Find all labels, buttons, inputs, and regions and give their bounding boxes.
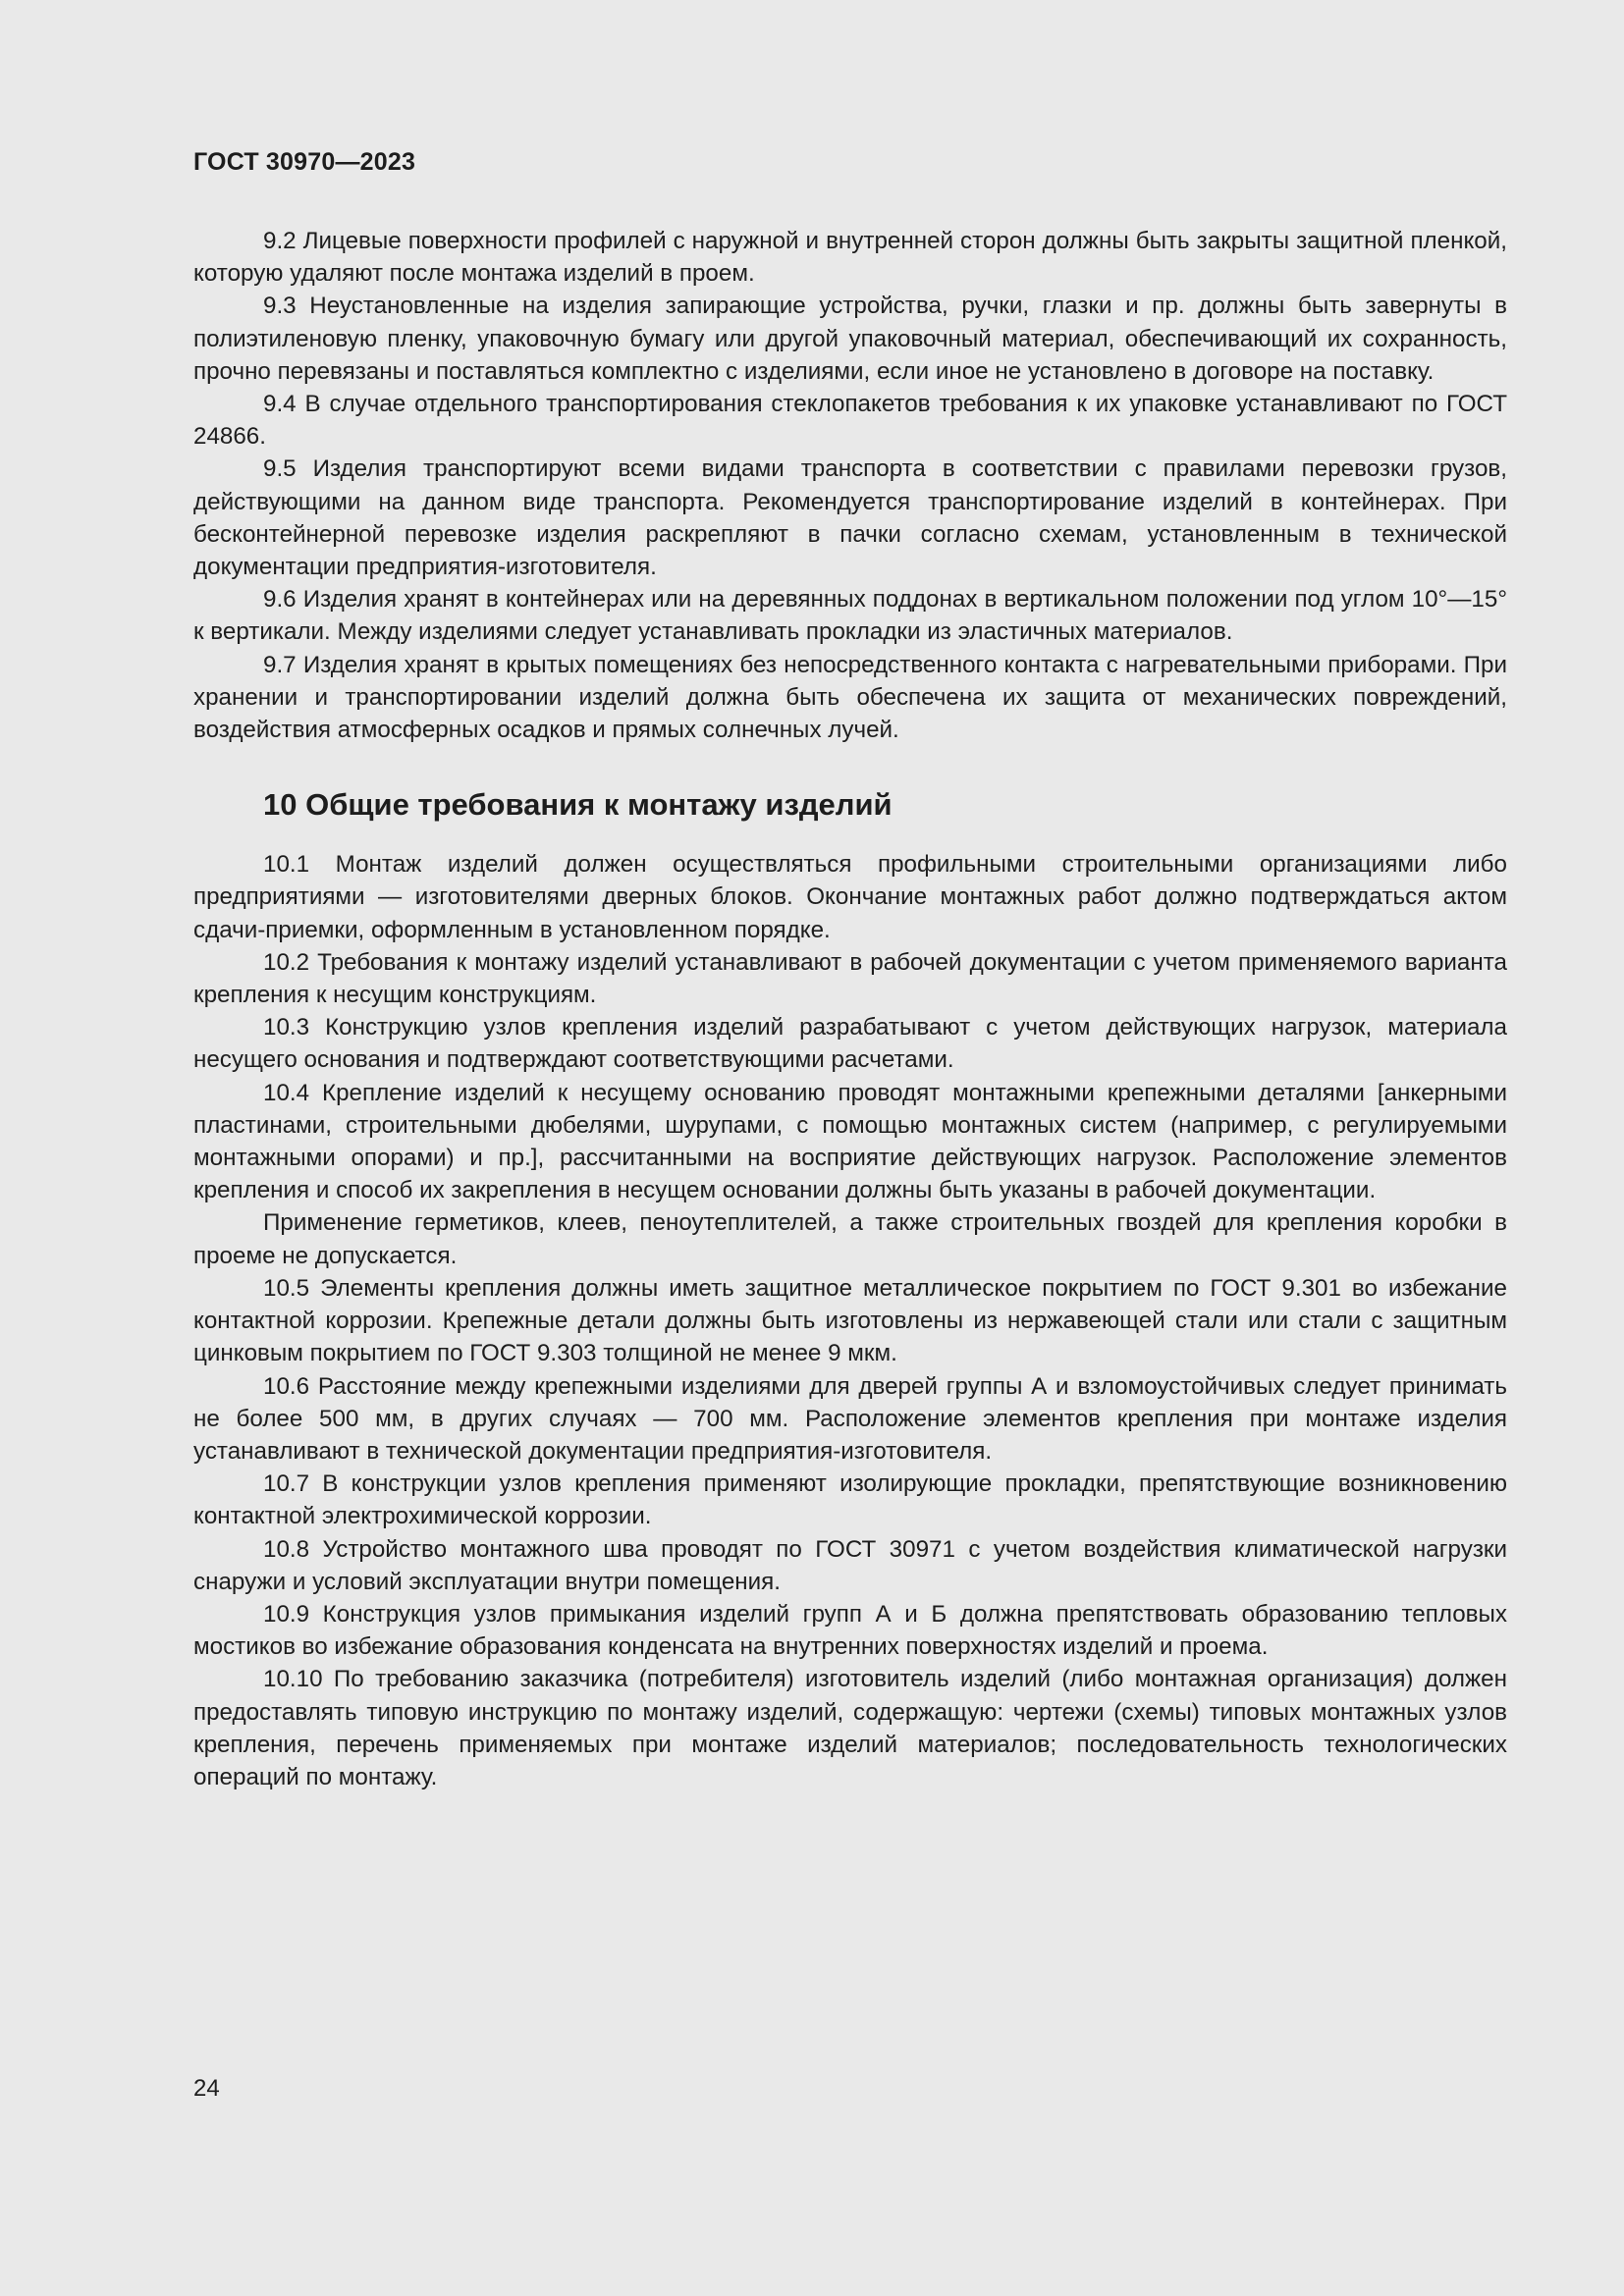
paragraph-9-7: 9.7 Изделия хранят в крытых помещениях без непосредственного контакта с нагревательными приборами. При хранении и транспортировании изделий должна быть обеспечена их защита от механических повреждений, воздействия атмосферных осадков и прямых солнечных лучей. <box>193 651 1507 744</box>
paragraph-9-4: 9.4 В случае отдельного транспортирования стеклопакетов требования к их упаковке устанавливают по ГОСТ 24866. <box>193 391 1507 451</box>
paragraph-9-6: 9.6 Изделия хранят в контейнерах или на деревянных поддонах в вертикальном положении под углом 10°—15° к вертикали. Между изделиями следует устанавливать прокладки из эластичных материалов. <box>193 586 1507 646</box>
paragraph-9-5: 9.5 Изделия транспортируют всеми видами транспорта в соответствии с правилами перевозки грузов, действующими на данном виде транспорта. Рекомендуется транспортирование изделий в контейнерах. При бесконтейнерной перевозке изделия раскрепляют в пачки согласно схемам, установленным в технической документации предприятия-изготовителя. <box>193 455 1507 581</box>
paragraph-10-9: 10.9 Конструкция узлов примыкания изделий групп А и Б должна препятствовать образованию тепловых мостиков во избежание образования конденсата на внутренних поверхностях изделий и проема. <box>193 1600 1507 1661</box>
paragraph-10-2: 10.2 Требования к монтажу изделий устанавливают в рабочей документации с учетом применяемого варианта крепления к несущим конструкциям. <box>193 948 1507 1009</box>
paragraph-10-5: 10.5 Элементы крепления должны иметь защитное металлическое покрытием по ГОСТ 9.301 во избежание контактной коррозии. Крепежные детали должны быть изготовлены из нержавеющей стали или стали с защитным цинковым покрытием по ГОСТ 9.303 толщиной не менее 9 мкм. <box>193 1274 1507 1367</box>
paragraph-9-3: 9.3 Неустановленные на изделия запирающие устройства, ручки, глазки и пр. должны быть завернуты в полиэтиленовую пленку, упаковочную бумагу или другой упаковочный материал, обеспечивающий их сохранность, прочно перевязаны и поставляться комплектно с изделиями, если иное не установлено в договоре на поставку. <box>193 293 1507 385</box>
paragraph-10-1: 10.1 Монтаж изделий должен осуществляться профильными строительными организациями либо предприятиями — изготовителями дверных блоков. Окончание монтажных работ должно подтверждаться актом сдачи-приемки, оформленным в установленном порядке. <box>193 851 1507 943</box>
paragraph-9-2: 9.2 Лицевые поверхности профилей с наружной и внутренней сторон должны быть закрыты защитной пленкой, которую удаляют после монтажа изделий в проем. <box>193 228 1507 288</box>
document-code: ГОСТ 30970—2023 <box>193 148 416 176</box>
paragraph-10-8: 10.8 Устройство монтажного шва проводят по ГОСТ 30971 с учетом воздействия климатической нагрузки снаружи и условий эксплуатации внутри помещения. <box>193 1535 1507 1595</box>
paragraph-10-10: 10.10 По требованию заказчика (потребителя) изготовитель изделий (либо монтажная организация) должен предоставлять типовую инструкцию по монтажу изделий, содержащую: чертежи (схемы) типовых монтажных узлов крепления, перечень применяемых при монтаже изделий материалов; последовательность технологических операций по монтажу. <box>193 1666 1507 1790</box>
paragraph-10-3: 10.3 Конструкцию узлов крепления изделий разрабатывают с учетом действующих нагрузок, материала несущего основания и подтверждают соответствующими расчетами. <box>193 1014 1507 1074</box>
document-body <box>193 225 1507 1793</box>
paragraph-10-7: 10.7 В конструкции узлов крепления применяют изолирующие прокладки, препятствующие возникновению контактной электрохимической коррозии. <box>193 1470 1507 1530</box>
paragraph-10-4-continuation: Применение герметиков, клеев, пеноутеплителей, а также строительных гвоздей для крепления коробки в проеме не допускается. <box>193 1209 1507 1269</box>
paragraph-10-6: 10.6 Расстояние между крепежными изделиями для дверей группы А и взломоустойчивых следует принимать не более 500 мм, в других случаях — 700 мм. Расположение элементов крепления при монтаже изделия устанавливают в технической документации предприятия-изготовителя. <box>193 1372 1507 1465</box>
paragraph-10-4: 10.4 Крепление изделий к несущему основанию проводят монтажными крепежными деталями [анкерными пластинами, строительными дюбелями, шурупами, с помощью монтажных систем (например, с регулируемыми монтажными опорами) и пр.], рассчитанными на восприятие действующих нагрузок. Расположение элементов крепления и способ их закрепления в несущем основании должны быть указаны в рабочей документации. <box>193 1079 1507 1204</box>
page-number: 24 <box>193 2075 220 2102</box>
section-10-heading: 10 Общие требования к монтажу изделий <box>263 787 893 823</box>
